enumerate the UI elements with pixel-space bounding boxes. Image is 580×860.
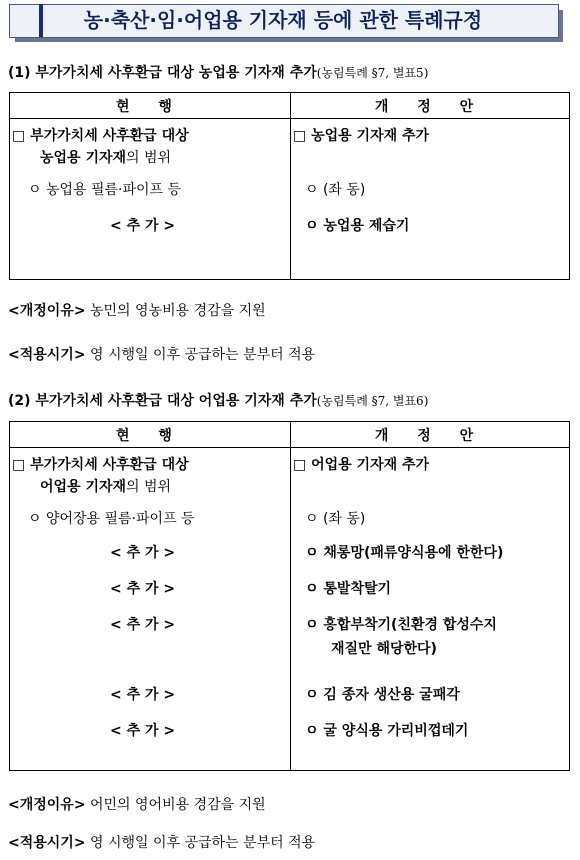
column-header-revised: 개 정 안 — [291, 93, 570, 119]
section-2-reason — [8, 794, 266, 814]
section-2-heading — [8, 390, 428, 410]
current-add-placeholder: < 추 가 > — [110, 687, 176, 703]
revised-same: ㅇ (좌 동) — [305, 182, 366, 198]
current-subheading — [40, 476, 171, 496]
current-add-placeholder: < 추 가 > — [110, 545, 176, 561]
current-add-placeholder: < 추 가 > — [110, 581, 176, 597]
current-subheading-bold: 어업용 기자재 — [40, 479, 127, 495]
current-add-placeholder: < 추 가 > — [110, 218, 176, 234]
reason-label: <개정이유> — [8, 303, 86, 319]
reason-text: 농민의 영농비용 경감을 지원 — [85, 303, 266, 319]
current-heading: □ 부가가치세 사후환급 대상 — [12, 457, 189, 473]
revised-item: ㅇ 농업용 제습기 — [305, 218, 410, 234]
column-header-current: 현 행 — [10, 93, 291, 119]
title-banner — [9, 4, 569, 42]
revised-same: ㅇ (좌 동) — [305, 511, 366, 527]
effective-text: 영 시행일 이후 공급하는 분부터 적용 — [85, 347, 316, 363]
section-2-heading-text: (2) 부가가치세 사후환급 대상 어업용 기자재 추가 — [8, 393, 317, 409]
section-2-table — [9, 421, 570, 771]
current-subheading-rest: 의 범위 — [126, 479, 172, 495]
current-cell — [10, 119, 291, 280]
revised-cell — [291, 119, 570, 280]
page-title: 농·축산·임·어업용 기자재 등에 관한 특례규정 — [83, 8, 483, 32]
reason-label: <개정이유> — [8, 797, 86, 813]
column-header-revised: 개 정 안 — [291, 422, 570, 448]
column-header-current: 현 행 — [10, 422, 291, 448]
effective-label: <적용시기> — [8, 347, 86, 363]
section-2-ref: (농림특례 §7, 별표6) — [316, 394, 429, 408]
revised-item: ㅇ 홍합부착기(친환경 합성수지 — [305, 617, 497, 633]
revised-heading: □ 어업용 기자재 추가 — [293, 457, 430, 473]
revised-item-continuation: 재질만 해당한다) — [331, 641, 437, 657]
current-add-placeholder: < 추 가 > — [110, 723, 176, 739]
current-item: ㅇ 농업용 필름·파이프 등 — [28, 182, 182, 198]
section-1-heading — [8, 62, 428, 82]
section-1-ref: (농림특례 §7, 별표5) — [316, 66, 429, 80]
current-add-placeholder: < 추 가 > — [110, 617, 176, 633]
section-1-table — [9, 92, 570, 280]
revised-heading: □ 농업용 기자재 추가 — [293, 128, 430, 144]
section-1-reason — [8, 300, 266, 320]
section-1-effective — [8, 344, 315, 364]
section-1-heading-text: (1) 부가가치세 사후환급 대상 농업용 기자재 추가 — [8, 65, 317, 81]
current-subheading — [40, 147, 171, 167]
revised-item: ㅇ 통발착탈기 — [305, 581, 392, 597]
current-subheading-bold: 농업용 기자재 — [40, 150, 127, 166]
revised-cell — [291, 448, 570, 771]
revised-item: ㅇ 김 종자 생산용 굴패각 — [305, 687, 460, 703]
current-heading: □ 부가가치세 사후환급 대상 — [12, 128, 189, 144]
effective-text: 영 시행일 이후 공급하는 분부터 적용 — [85, 835, 316, 851]
section-2-effective — [8, 832, 315, 852]
reason-text: 어민의 영어비용 경감을 지원 — [85, 797, 266, 813]
revised-item: ㅇ 채롱망(패류양식용에 한한다) — [305, 545, 504, 561]
current-item: ㅇ 양어장용 필름·파이프 등 — [28, 511, 195, 527]
current-cell — [10, 448, 291, 771]
effective-label: <적용시기> — [8, 835, 86, 851]
revised-item: ㅇ 굴 양식용 가리비껍데기 — [305, 723, 469, 739]
current-subheading-rest: 의 범위 — [126, 150, 172, 166]
